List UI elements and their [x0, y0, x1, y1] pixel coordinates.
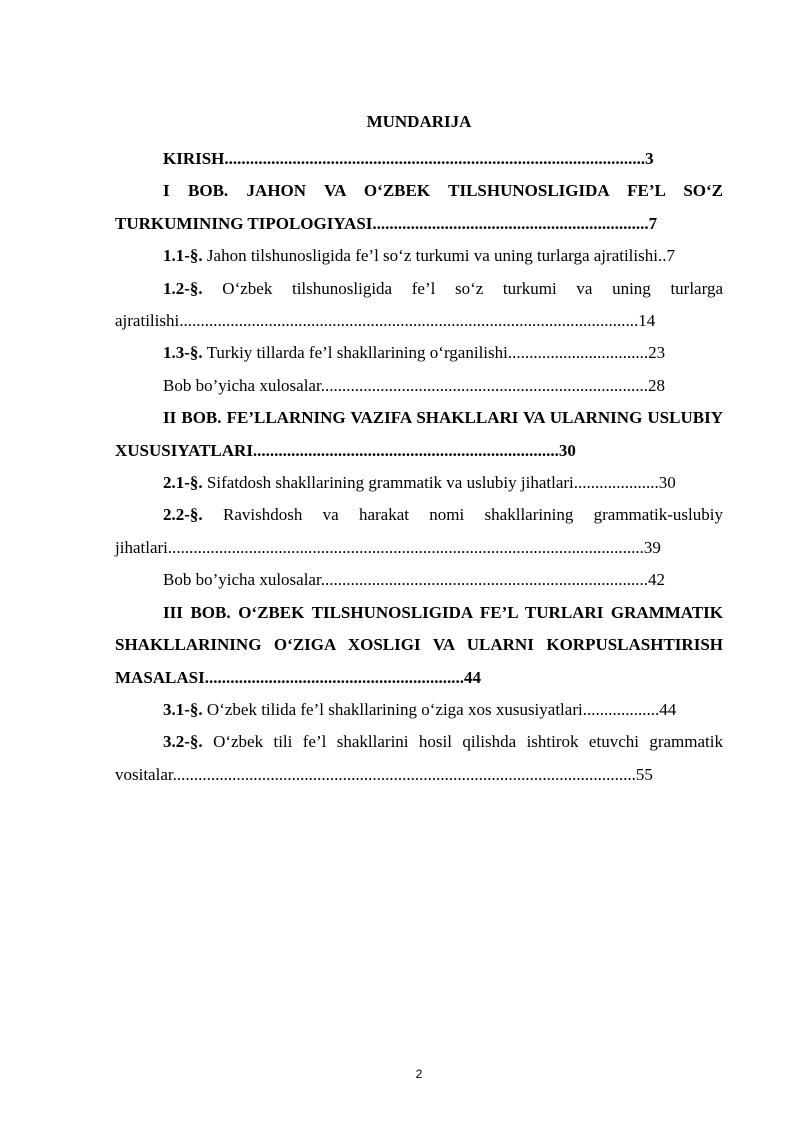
toc-entry-number: 1.3-§.: [163, 343, 203, 363]
toc-entry-chapter-1-conclusions: [115, 370, 723, 402]
toc-entry-text: Jahon tilshunosligida fe’l so‘z turkumi va uning turlarga ajratilishi..7: [202, 246, 675, 266]
toc-entry-section-3-2: [115, 726, 723, 791]
toc-entry-text: III BOB. O‘ZBEK TILSHUNOSLIGIDA FE’L TURLARI GRAMMATIK SHAKLLARINING O‘ZIGA XOSLIGI VA ULARNI KORPUSLASHTIRISH MASALASI.............................................................44: [115, 602, 723, 687]
toc-entry-text: O‘zbek tilida fe’l shakllarining o‘ziga xos xususiyatlari..................44: [202, 699, 677, 719]
toc-entry-chapter-1: [115, 175, 723, 240]
toc-entry-chapter-2-conclusions: [115, 564, 723, 596]
toc-entry-text: Bob bo’yicha xulosalar.............................................................................28: [163, 375, 665, 395]
toc-entry-number: 3.2-§.: [163, 732, 203, 752]
toc-entry-chapter-3: [115, 597, 723, 694]
toc-entry-text: O‘zbek tilshunosligida fe’l so‘z turkumi va uning turlarga ajratilishi............................................................................................................14: [115, 278, 723, 331]
toc-entry-text: KIRISH...................................................................................................3: [163, 149, 654, 168]
toc-entry-text: Bob bo’yicha xulosalar.............................................................................42: [163, 570, 665, 590]
toc-entry-text: II BOB. FE’LLARNING VAZIFA SHAKLLARI VA ULARNING USLUBIY XUSUSIYATLARI........................................................................30: [115, 408, 723, 460]
toc-entry-section-3-1: [115, 694, 723, 726]
toc-entry-section-2-1: [115, 467, 723, 499]
page-title: MUNDARIJA: [366, 112, 472, 131]
toc-entry-section-1-1: [115, 240, 723, 272]
toc-entry-chapter-2: [115, 402, 723, 467]
toc-entry-number: 1.2-§.: [163, 278, 203, 298]
toc-entry-number: 1.1-§.: [163, 246, 203, 266]
toc-entry-text: I BOB. JAHON VA O‘ZBEK TILSHUNOSLIGIDA FE’L SO‘Z TURKUMINING TIPOLOGIYASI.................................................................7: [115, 181, 723, 233]
toc-entry-number: 2.1-§.: [163, 473, 203, 493]
page-number: 2: [415, 1067, 423, 1081]
toc-entry-section-1-2: [115, 273, 723, 338]
toc-entry-number: 2.2-§.: [163, 505, 203, 525]
toc-entry-text: O‘zbek tili fe’l shakllarini hosil qilishda ishtirok etuvchi grammatik vositalar.............................................................................................................55: [115, 732, 723, 784]
toc-entry-introduction: [115, 143, 723, 175]
table-of-contents: [115, 143, 723, 791]
toc-entry-section-1-3: [115, 337, 723, 369]
toc-entry-text: Sifatdosh shakllarining grammatik va uslubiy jihatlari....................30: [202, 473, 676, 493]
toc-entry-number: 3.1-§.: [163, 699, 203, 719]
toc-entry-text: Ravishdosh va harakat nomi shakllarining grammatik-uslubiy jihatlari................................................................................................................39: [115, 505, 723, 557]
toc-entry-text: Turkiy tillarda fe’l shakllarining o‘rganilishi.................................23: [202, 343, 666, 363]
toc-entry-section-2-2: [115, 499, 723, 564]
